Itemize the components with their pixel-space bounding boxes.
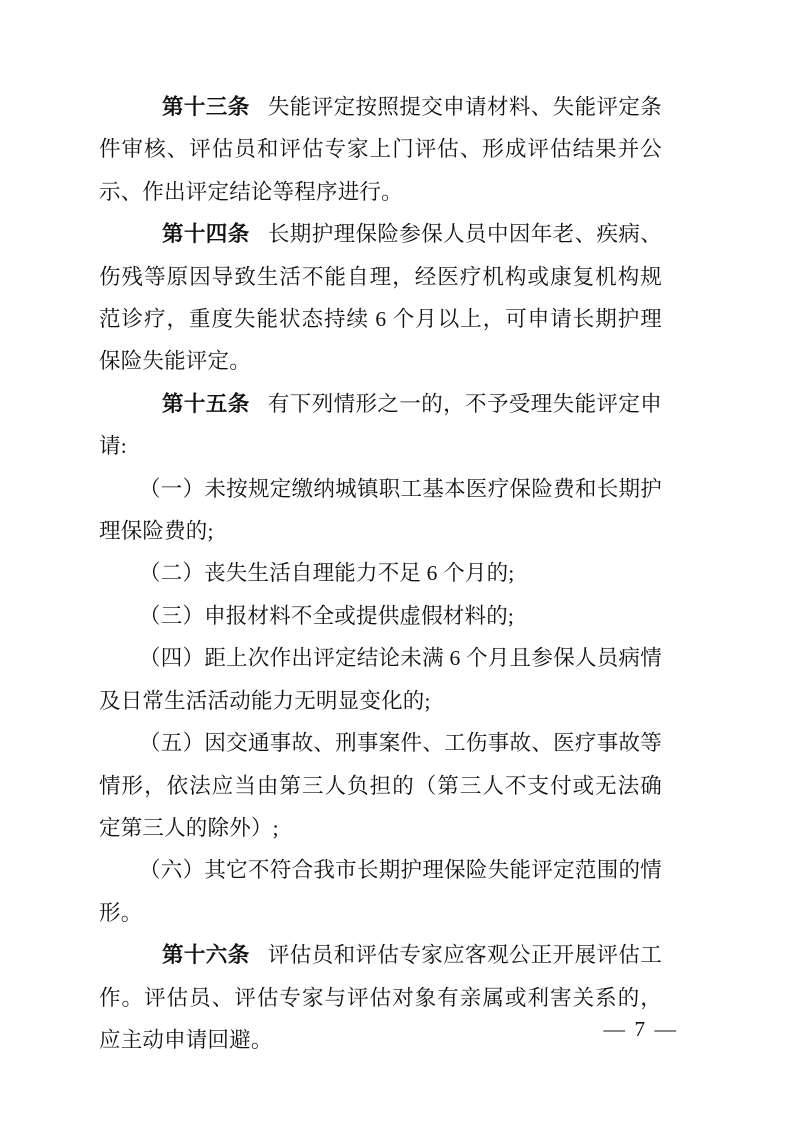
article-13-paragraph [99, 86, 662, 213]
document-body [99, 86, 662, 1061]
article-13-text: 失能评定按照提交申请材料、失能评定条件审核、评估员和评估专家上门评估、形成评估结果并公示、作出评定结论等程序进行。 [99, 95, 662, 204]
article-14-number: 第十四条 [162, 222, 250, 247]
item-6-paragraph [99, 849, 662, 934]
item-3-paragraph [99, 595, 662, 637]
item-1-text: （一）未按规定缴纳城镇职工基本医疗保险费和长期护理保险费的; [99, 476, 662, 544]
item-5-paragraph [99, 722, 662, 849]
article-14-text: 长期护理保险参保人员中因年老、疾病、伤残等原因导致生活不能自理，经医疗机构或康复机构规范诊疗，重度失能状态持续 6 个月以上，可申请长期护理保险失能评定。 [99, 222, 662, 374]
article-14-paragraph [99, 213, 662, 383]
article-15-number: 第十五条 [162, 391, 250, 416]
article-15-text: 有下列情形之一的，不予受理失能评定申请: [99, 391, 662, 459]
article-16-number: 第十六条 [162, 943, 250, 968]
item-1-paragraph [99, 468, 662, 553]
article-16-text: 评估员和评估专家应客观公正开展评估工作。评估员、评估专家与评估对象有亲属或利害关系的，应主动申请回避。 [99, 943, 662, 1052]
page-number: — 7 — [603, 1017, 678, 1041]
item-5-text: （五）因交通事故、刑事案件、工伤事故、医疗事故等情形，依法应当由第三人负担的（第三人不支付或无法确定第三人的除外）; [99, 731, 662, 840]
item-2-paragraph [99, 552, 662, 594]
article-16-paragraph [99, 934, 662, 1061]
item-6-text: （六）其它不符合我市长期护理保险失能评定范围的情形。 [99, 858, 662, 925]
item-3-text: （三）申报材料不全或提供虚假材料的; [139, 603, 515, 628]
item-4-paragraph [99, 637, 662, 722]
article-13-number: 第十三条 [162, 95, 250, 119]
article-15-paragraph [99, 383, 662, 468]
item-2-text: （二）丧失生活自理能力不足 6 个月的; [139, 561, 515, 586]
item-4-text: （四）距上次作出评定结论未满 6 个月且参保人员病情及日常生活活动能力无明显变化的; [99, 646, 662, 713]
